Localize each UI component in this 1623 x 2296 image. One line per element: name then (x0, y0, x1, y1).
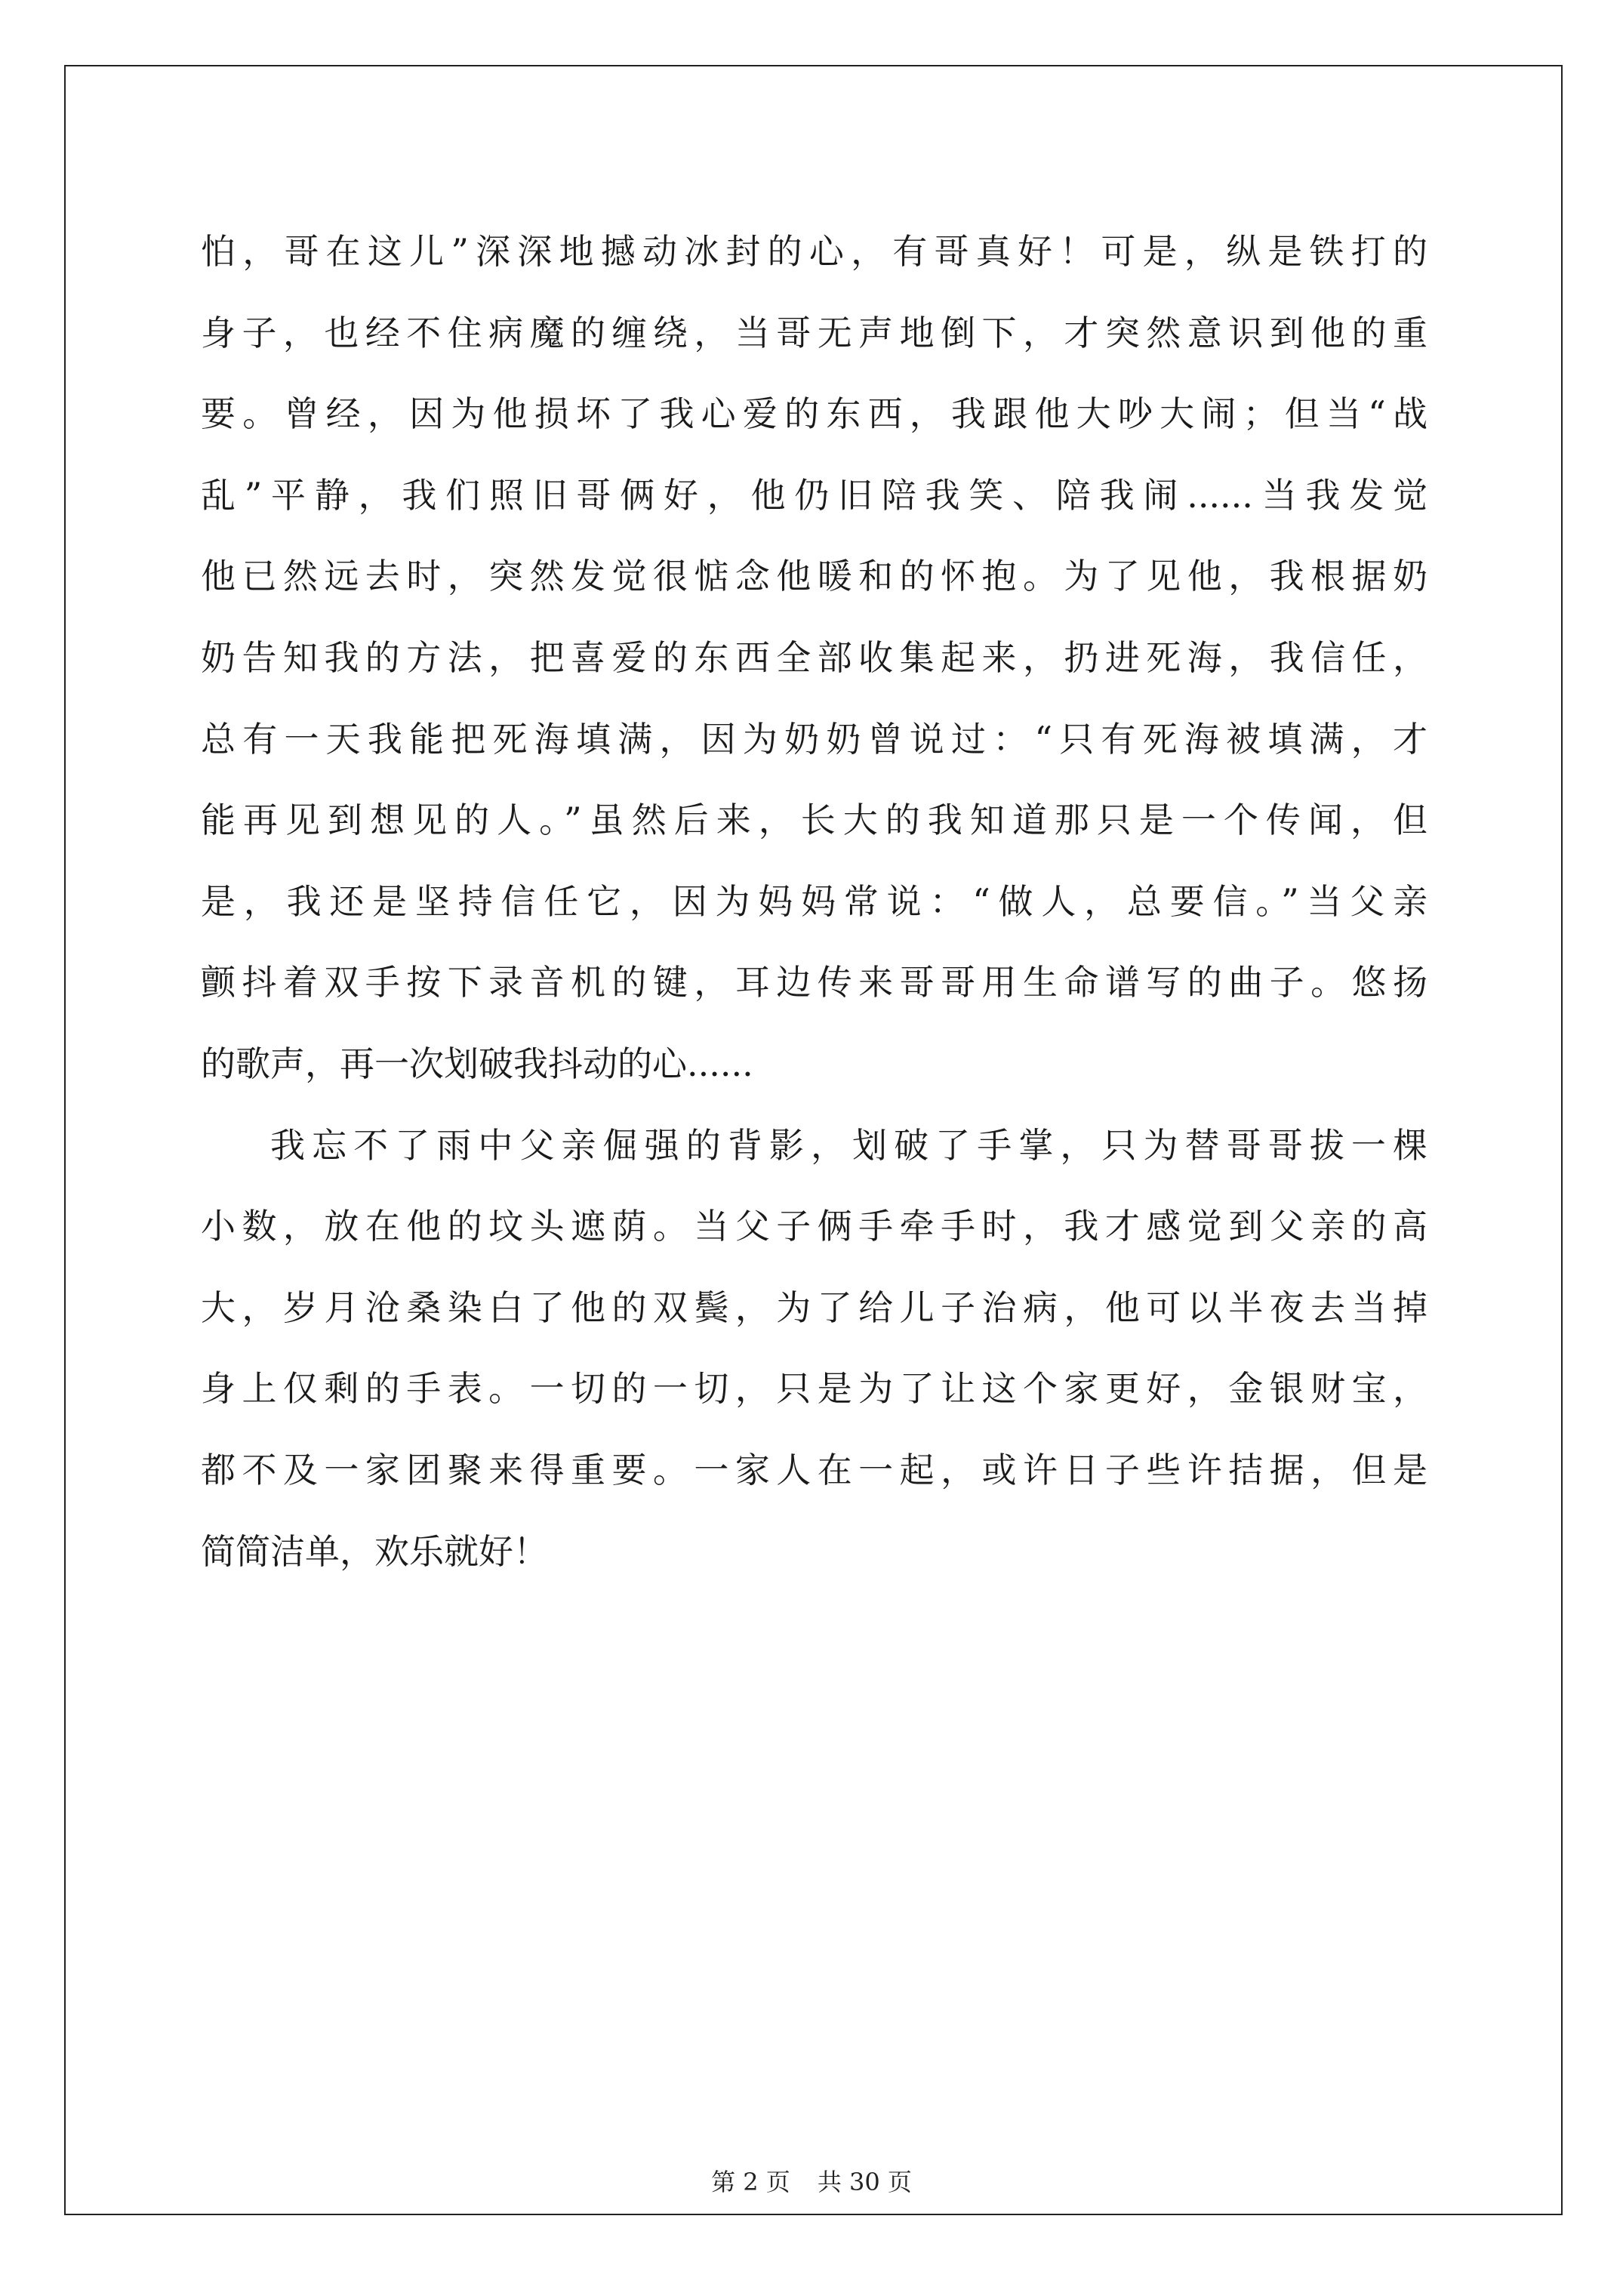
text-line: 颤抖着双手按下录音机的键，耳边传来哥哥用生命谱写的曲子。悠扬 (201, 962, 1427, 1003)
text-line: 小数，放在他的坟头遮荫。当父子俩手牵手时，我才感觉到父亲的高 (201, 1206, 1427, 1247)
page-number: 第 2 页 (711, 2168, 790, 2196)
text-line: 要。曾经，因为他损坏了我心爱的东西，我跟他大吵大闹；但当“战 (201, 393, 1427, 435)
text-line: 总有一天我能把死海填满，因为奶奶曾说过：“只有死海被填满，才 (201, 718, 1427, 760)
text-line: 简简洁单，欢乐就好！ (201, 1530, 548, 1572)
text-line: 怕，哥在这儿”深深地撼动冰封的心，有哥真好！可是，纵是铁打的 (201, 231, 1427, 272)
page-total: 共 30 页 (817, 2168, 912, 2196)
text-line: 是，我还是坚持信任它，因为妈妈常说：“做人，总要信。”当父亲 (201, 880, 1427, 922)
text-line: 身上仅剩的手表。一切的一切，只是为了让这个家更好，金银财宝， (201, 1368, 1427, 1410)
page-footer (0, 2163, 1623, 2198)
text-line: 他已然远去时，突然发觉很惦念他暖和的怀抱。为了见他，我根据奶 (201, 556, 1427, 597)
text-line: 大，岁月沧桑染白了他的双鬓，为了给儿子治病，他可以半夜去当掉 (201, 1287, 1427, 1328)
text-line: 能再见到想见的人。”虽然后来，长大的我知道那只是一个传闻，但 (201, 800, 1427, 841)
text-line: 的歌声，再一次划破我抖动的心...... (201, 1043, 753, 1084)
text-line: 奶告知我的方法，把喜爱的东西全部收集起来，扔进死海，我信任， (201, 636, 1427, 678)
text-line: 身子，也经不住病魔的缠绕，当哥无声地倒下，才突然意识到他的重 (201, 312, 1427, 353)
text-line: 都不及一家团聚来得重要。一家人在一起，或许日子些许拮据，但是 (201, 1449, 1427, 1490)
document-body (201, 211, 1427, 1592)
text-line: 我忘不了雨中父亲倔强的背影，划破了手掌，只为替哥哥拔一棵 (270, 1124, 1427, 1166)
text-line: 乱”平静，我们照旧哥俩好，他仍旧陪我笑、陪我闹......当我发觉 (201, 474, 1427, 516)
